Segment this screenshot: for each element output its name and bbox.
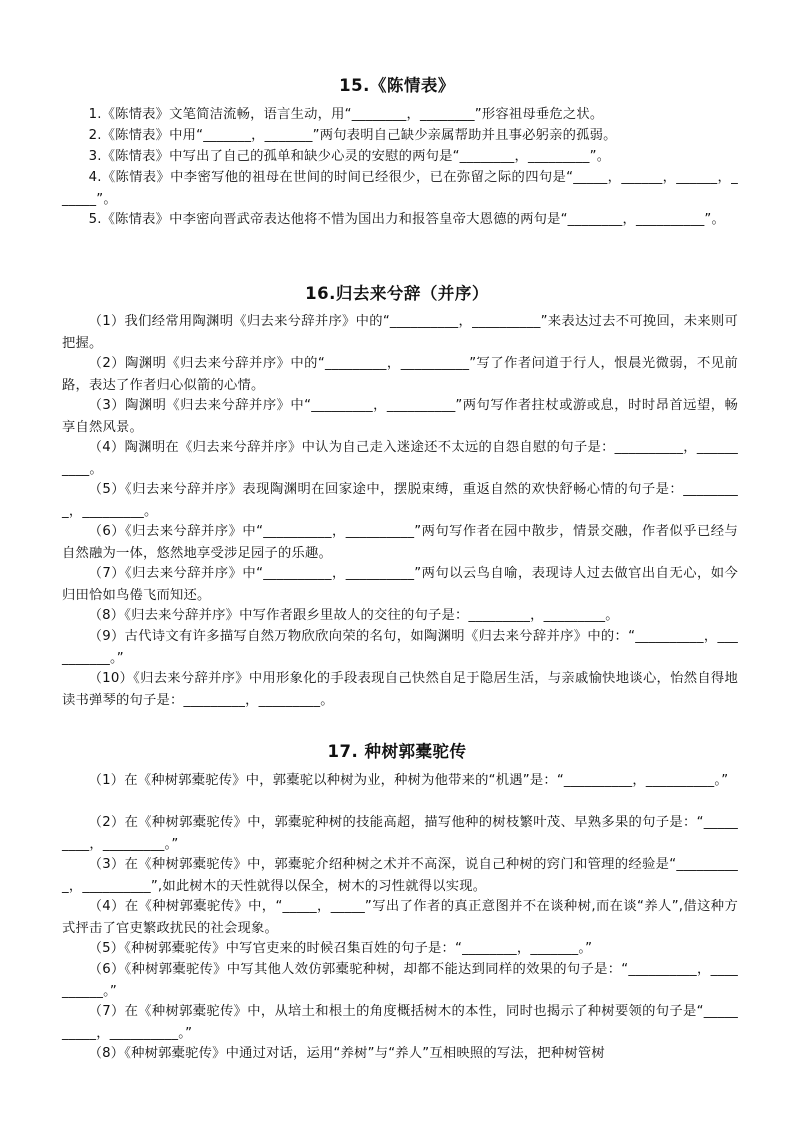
question-15-4: 4.《陈情表》中李密写他的祖母在世间的时间已经很少，已在弥留之际的四句是“_____，______，______，______”。 — [62, 170, 738, 207]
section-title-15: 15.《陈情表》 — [339, 76, 455, 95]
section-title-17: 17. 种树郭橐驼传 — [327, 742, 467, 761]
question-16-3: （3）陶渊明《归去来兮辞并序》中“_________，__________”两句写作者拄杖或游或息，时时昂首远望，畅享自然风景。 — [62, 398, 738, 435]
question-16-6: （6）《归去来兮辞并序》中“__________，__________”两句写作者在园中散步，情景交融，作者似乎已经与自然融为一体，悠然地享受涉足园子的乐趣。 — [62, 524, 738, 561]
question-17-5: （5）《种树郭橐驼传》中写官吏来的时候召集百姓的句子是：“________，_______。” — [88, 941, 593, 956]
question-17-1: （1）在《种树郭橐驼传》中，郭橐驼以种树为业，种树为他带来的“机遇”是：“__________，__________。” — [88, 773, 729, 788]
question-16-1: （1）我们经常用陶渊明《归去来兮辞并序》中的“__________，__________”来表达过去不可挽回，未来则可把握。 — [62, 314, 738, 351]
question-17-8: （8）《种树郭橐驼传》中通过对话，运用“养树”与“养人”互相映照的写法，把种树管树 — [88, 1046, 605, 1061]
question-16-5: （5）《归去来兮辞并序》表现陶渊明在回家途中，摆脱束缚，重返自然的欢快舒畅心情的句子是：_________，_________。 — [62, 482, 738, 519]
question-16-4: （4）陶渊明在《归去来兮辞并序》中认为自己走入迷途还不太远的自怨自慰的句子是：__________，__________。 — [62, 440, 738, 477]
question-16-8: （8）《归去来兮辞并序》中写作者跟乡里故人的交往的句子是：_________，_________。 — [88, 608, 619, 623]
section-title-16: 16.归去来兮辞（并序） — [305, 284, 489, 303]
question-15-2: 2.《陈情表》中用“_______，_______”两句表明自己缺少亲属帮助并且事必躬亲的孤弱。 — [88, 128, 617, 143]
question-17-7: （7）在《种树郭橐驼传》中，从培土和根土的角度概括树木的本性，同时也揭示了种树要领的句子是“__________，__________。” — [62, 1004, 738, 1041]
question-15-1: 1.《陈情表》文笔简洁流畅，语言生动，用“________，________”形容祖母垂危之状。 — [88, 107, 604, 122]
question-17-2: （2）在《种树郭橐驼传》中，郭橐驼种树的技能高超，描写他种的树枝繁叶茂、早熟多果的句子是：“_________，_________。” — [62, 815, 738, 852]
question-16-2: （2）陶渊明《归去来兮辞并序》中的“_________，__________”写了作者问道于行人，恨晨光微弱，不见前路，表达了作者归心似箭的心情。 — [62, 356, 738, 393]
question-17-6: （6）《种树郭橐驼传》中写其他人效仿郭橐驼种树，却都不能达到同样的效果的句子是：“__________，__________。” — [62, 962, 738, 999]
question-17-3: （3）在《种树郭橐驼传》中，郭橐驼介绍种树之术并不高深，说自己种树的窍门和管理的经验是“__________，__________”,如此树木的天性就得以保全，树木的习性就得以实现。 — [62, 857, 738, 894]
question-15-3: 3.《陈情表》中写出了自己的孤单和缺少心灵的安慰的两句是“________，_________”。 — [88, 149, 611, 164]
question-17-4: （4）在《种树郭橐驼传》中，“_____，_____”写出了作者的真正意图并不在谈种树,而在谈“养人”,借这种方式抨击了官吏繁政扰民的社会现象。 — [62, 899, 738, 936]
question-16-10: （10）《归去来兮辞并序》中用形象化的手段表现自己快然自足于隐居生活，与亲戚愉快地谈心，怡然自得地读书弹琴的句子是：_________，_________。 — [62, 671, 738, 708]
question-16-9: （9）古代诗文有许多描写自然万物欣欣向荣的名句，如陶渊明《归去来兮辞并序》中的：“__________，__________。” — [62, 629, 738, 666]
question-16-7: （7）《归去来兮辞并序》中“__________，__________”两句以云鸟自喻，表现诗人过去做官出自无心，如今归田恰如鸟倦飞而知还。 — [62, 566, 738, 603]
question-15-5: 5.《陈情表》中李密向晋武帝表达他将不惜为国出力和报答皇帝大恩德的两句是“________，__________”。 — [88, 212, 726, 227]
